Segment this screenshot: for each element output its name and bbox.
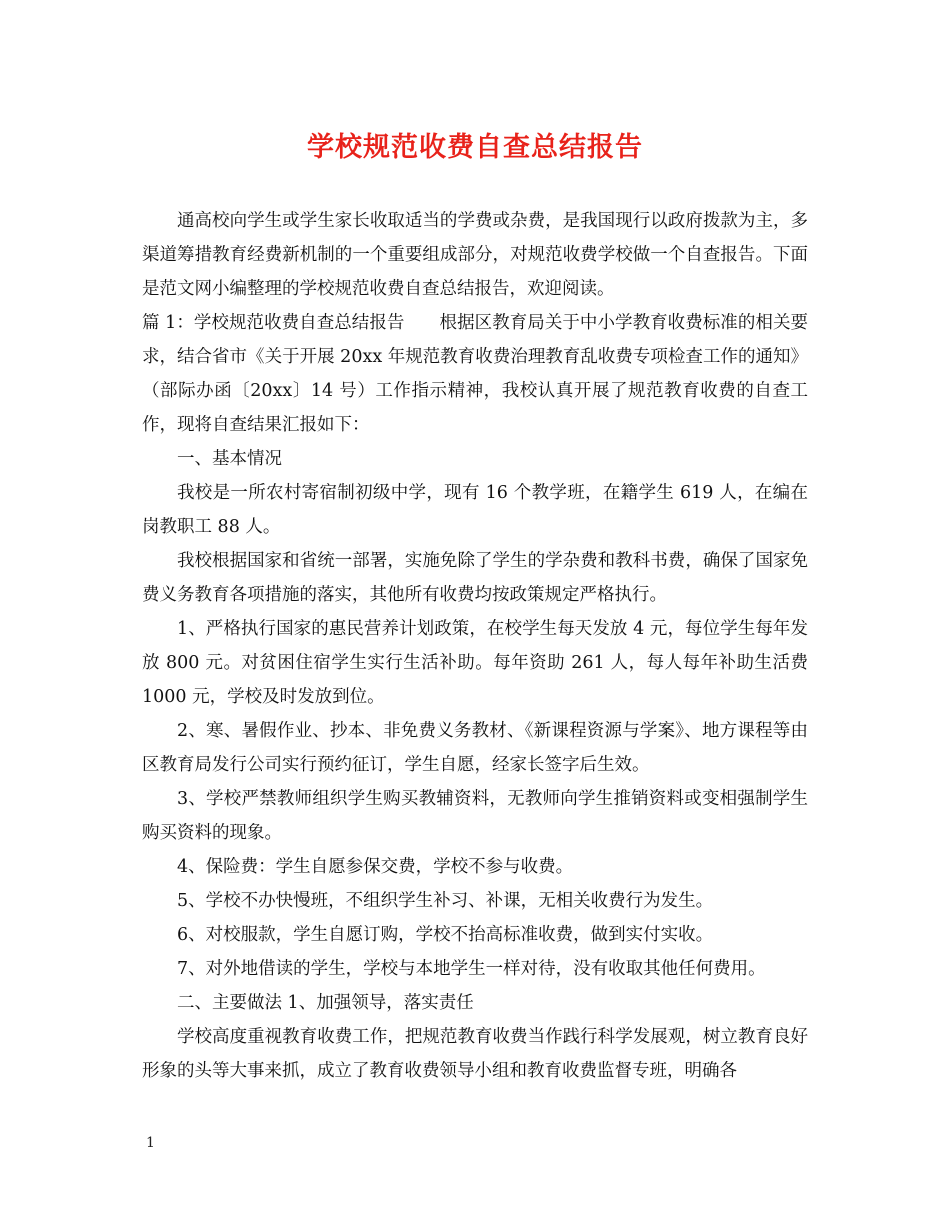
paragraph-intro: 通高校向学生或学生家长收取适当的学费或杂费，是我国现行以政府拨款为主，多渠道筹措教育经费新机制的一个重要组成部分，对规范收费学校做一个自查报告。下面是范文网小编整理的学校规范收费自查总结报告，欢迎阅读。 (142, 211, 808, 299)
list-item-3: 3、学校严禁教师组织学生购买教辅资料，无教师向学生推销资料或变相强制学生购买资料的现象。 (142, 789, 808, 843)
paragraph-school-profile: 我校是一所农村寄宿制初级中学，现有 16 个教学班，在籍学生 619 人，在编在岗教职工 88 人。 (142, 483, 808, 537)
paragraph-leadership: 学校高度重视教育收费工作，把规范教育收费当作践行科学发展观，树立教育良好形象的头等大事来抓，成立了教育收费领导小组和教育收费监督专班，明确各 (142, 1027, 808, 1081)
page-number: 1 (146, 1135, 155, 1151)
list-item-4: 4、保险费：学生自愿参保交费，学校不参与收费。 (177, 857, 574, 877)
list-item-5: 5、学校不办快慢班，不组织学生补习、补课，无相关收费行为发生。 (177, 891, 714, 911)
section-heading-main-practices: 二、主要做法 1、加强领导，落实责任 (177, 993, 474, 1013)
list-item-7: 7、对外地借读的学生，学校与本地学生一样对待，没有收取其他任何费用。 (177, 959, 766, 979)
list-item-6: 6、对校服款，学生自愿订购，学校不抬高标准收费，做到实付实收。 (177, 925, 714, 945)
paragraph-article-1-heading: 篇 1：学校规范收费自查总结报告 根据区教育局关于中小学教育收费标准的相关要求，结合省市《关于开展 20xx 年规范教育收费治理教育乱收费专项检查工作的通知》（部际办函〔20xx〕14 号）工作指示精神，我校认真开展了规范教育收费的自查工作，现将自查结果汇报如下： (142, 313, 808, 435)
document-body (142, 204, 808, 1088)
list-item-2: 2、寒、暑假作业、抄本、非免费义务教材、《新课程资源与学案》、地方课程等由区教育局发行公司实行预约征订，学生自愿，经家长签字后生效。 (142, 721, 808, 775)
section-heading-basic-situation: 一、基本情况 (177, 449, 282, 469)
list-item-1: 1、严格执行国家的惠民营养计划政策，在校学生每天发放 4 元，每位学生每年发放 800 元。对贫困住宿学生实行生活补助。每年资助 261 人，每人每年补助生活费 1000 元，学校及时发放到位。 (142, 619, 808, 707)
document-title: 学校规范收费自查总结报告 (307, 132, 643, 163)
paragraph-fee-exemption: 我校根据国家和省统一部署，实施免除了学生的学杂费和教科书费，确保了国家免费义务教育各项措施的落实，其他所有收费均按政策规定严格执行。 (142, 551, 808, 605)
